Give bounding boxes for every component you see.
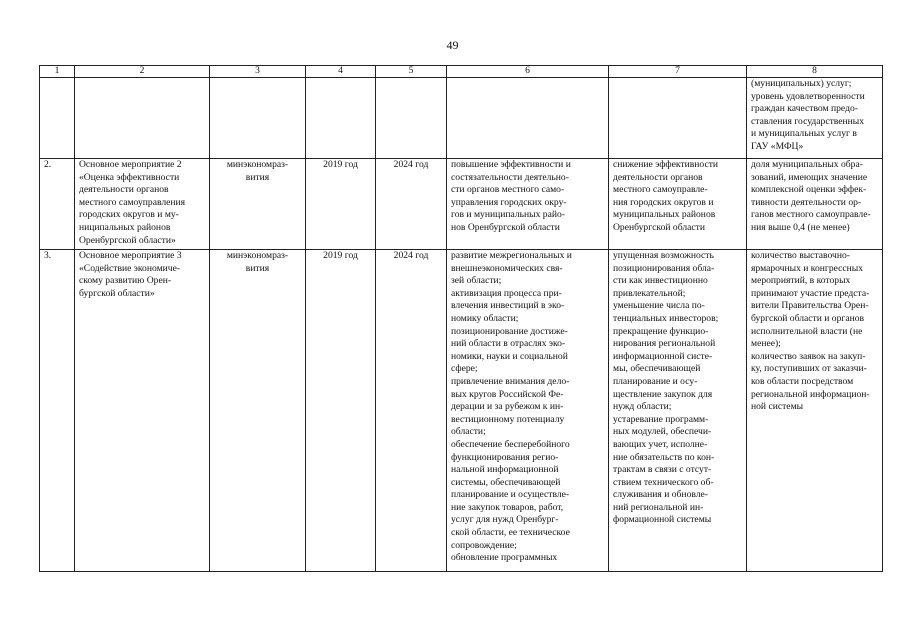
header-cell-5: 5	[376, 66, 447, 78]
header-cell-3: 3	[210, 66, 306, 78]
text-line: служивания и обновле-	[613, 489, 709, 501]
header-cell-8: 8	[747, 66, 883, 78]
text-line: мероприятий, в которых	[751, 275, 851, 287]
cont-cell-indicators	[747, 78, 883, 159]
text-line: скому развитию Орен-	[79, 275, 172, 287]
text-line: номику области;	[451, 312, 519, 324]
text-line: ярмарочных и конгрессных	[751, 262, 864, 274]
text-line: минэкономраз-	[226, 159, 289, 170]
text-line: трактам в связи с отсут-	[613, 464, 712, 476]
cont-cell-1	[40, 78, 75, 159]
table-row	[40, 250, 883, 572]
text-line: уровень удовлетворенности	[751, 90, 865, 102]
text-line: нирования региональной	[613, 338, 716, 350]
text-line: городских округов и му-	[79, 209, 179, 221]
text-line: количество выставочно-	[751, 250, 850, 261]
text-line: тивности деятельности ор-	[751, 196, 862, 208]
text-line: (муниципальных) услуг;	[751, 78, 852, 89]
text-line: граждан качеством предо-	[751, 103, 858, 115]
end-year: 2024 год	[376, 250, 447, 572]
text-line: Основное мероприятие 3	[79, 250, 182, 261]
text-line: номики, науки и социальной	[451, 350, 568, 362]
text-line: информационной систе-	[613, 350, 713, 362]
text-line: упущенная возможность	[613, 250, 714, 261]
text-line: вития	[245, 171, 270, 183]
end-year: 2024 год	[376, 159, 447, 250]
text-line: деятельности органов	[613, 171, 703, 183]
text-line: ний области в отраслях эко-	[451, 338, 566, 350]
text-line: системы, обеспечивающей	[451, 476, 561, 488]
text-line: принимают участие предста-	[751, 287, 870, 299]
measure-name	[75, 250, 210, 572]
text-line: влечения инвестиций в эко-	[451, 300, 565, 312]
text-line: ской области, ее техническое	[451, 527, 570, 539]
continuation-row	[40, 78, 883, 159]
row-number: 2.	[40, 159, 75, 250]
text-line: сти как инвестиционно	[613, 275, 708, 287]
text-line: ния городских округов и	[613, 196, 714, 208]
measure-name	[75, 159, 210, 250]
executor	[210, 250, 306, 572]
text-line: активизация процесса при-	[451, 287, 562, 299]
cont-cell-3	[210, 78, 306, 159]
header-cell-4: 4	[306, 66, 376, 78]
non-implementation-consequences	[609, 250, 747, 572]
text-line: региональной информацион-	[751, 388, 870, 400]
text-line: нужд области;	[613, 401, 672, 413]
table-row	[40, 159, 883, 250]
text-line: доля муниципальных обра-	[751, 159, 863, 170]
text-line: комплексной оценки эффек-	[751, 184, 867, 196]
text-line: тенциальных инвесторов;	[613, 312, 719, 324]
text-line: вестиционному потенциалу	[451, 413, 565, 425]
header-cell-2: 2	[75, 66, 210, 78]
text-line: управления городских окру-	[451, 196, 567, 208]
text-line: ниципальных районов	[79, 221, 171, 233]
text-line: привлечение внимания дело-	[451, 375, 570, 387]
text-line: позиционирование достиже-	[451, 325, 568, 337]
non-implementation-consequences	[609, 159, 747, 250]
text-line: ние закупок товаров, работ,	[451, 501, 564, 513]
text-line: планирование и осуществле-	[451, 489, 570, 501]
text-line: ной системы	[751, 401, 804, 413]
text-line: деятельности органов	[79, 184, 169, 196]
text-line: «Оценка эффективности	[79, 171, 180, 183]
header-cell-7: 7	[609, 66, 747, 78]
text-line: ставления государственных	[751, 115, 865, 127]
text-line: ков области посредством	[751, 375, 854, 387]
text-line: «Содействие экономиче-	[79, 262, 181, 274]
text-line: бургской области и органов	[751, 312, 865, 324]
page-number: 49	[446, 38, 459, 52]
text-line: привлекательной;	[613, 287, 686, 299]
text-line: прекращение функцио-	[613, 325, 709, 337]
text-line: уменьшение числа по-	[613, 300, 705, 312]
header-cell-1: 1	[40, 66, 75, 78]
text-line: сти органов местного само-	[451, 184, 565, 196]
text-line: области;	[451, 426, 486, 438]
expected-result	[447, 250, 609, 572]
cont-cell-4	[306, 78, 376, 159]
text-line: Оренбургской области»	[79, 234, 176, 246]
text-line: количество заявок на закуп-	[751, 350, 866, 362]
text-line: зей области;	[451, 275, 502, 287]
text-line: формационной системы	[613, 514, 712, 526]
text-line: позиционирования обла-	[613, 262, 715, 274]
text-line: зований, имеющих значение	[751, 171, 868, 183]
row-number: 3.	[40, 250, 75, 572]
expected-result	[447, 159, 609, 250]
text-line: Оренбургской области	[613, 221, 705, 233]
related-indicators	[747, 250, 883, 572]
related-indicators	[747, 159, 883, 250]
text-line: местного самоуправления	[79, 196, 186, 208]
text-line: устаревание программ-	[613, 413, 709, 425]
text-line: сопровождение;	[451, 539, 517, 551]
text-line: вающих учет, исполне-	[613, 438, 708, 450]
cont-cell-2	[75, 78, 210, 159]
text-line: гов и муниципальных райо-	[451, 209, 565, 221]
text-line: обеспечение бесперебойного	[451, 438, 570, 450]
text-line: ку, поступивших от заказчи-	[751, 363, 867, 375]
text-line: снижение эффективности	[613, 159, 719, 170]
text-line: бургской области»	[79, 287, 155, 299]
text-line: ганов местного самоуправле-	[751, 209, 871, 221]
text-line: обновление программных	[451, 552, 558, 564]
text-line: ние обязательств по кон-	[613, 451, 715, 463]
text-line: повышение эффективности и	[451, 159, 571, 170]
header-cell-6: 6	[447, 66, 609, 78]
text-line: муниципальных районов	[613, 209, 716, 221]
text-line: нов Оренбургской области	[451, 221, 560, 233]
text-line: нальной информационной	[451, 464, 559, 476]
text-line: вители Правительства Орен-	[751, 300, 869, 312]
text-line: и муниципальных услуг в	[751, 128, 857, 140]
text-line: развитие межрегиональных и	[451, 250, 572, 261]
header-row	[40, 66, 883, 78]
text-line: планирование и осу-	[613, 375, 698, 387]
cont-cell-6	[447, 78, 609, 159]
executor	[210, 159, 306, 250]
text-line: исполнительной власти (не	[751, 325, 863, 337]
text-line: мы, обеспечивающей	[613, 363, 701, 375]
text-line: ществление закупок для	[613, 388, 713, 400]
text-line: Основное мероприятие 2	[79, 159, 182, 170]
cont-cell-7	[609, 78, 747, 159]
start-year: 2019 год	[306, 159, 376, 250]
text-line: минэкономраз-	[226, 250, 289, 261]
text-line: сфере;	[451, 363, 478, 375]
text-line: ных модулей, обеспечи-	[613, 426, 712, 438]
text-line: ний региональной ин-	[613, 501, 704, 513]
text-line: ствием технического об-	[613, 476, 714, 488]
text-line: дерации и за рубежом к ин-	[451, 401, 564, 413]
text-line: вых кругов Российской Фе-	[451, 388, 564, 400]
text-line: ния выше 0,4 (не менее)	[751, 221, 850, 233]
text-line: вития	[245, 262, 270, 274]
measures-table	[39, 65, 883, 572]
text-line: менее);	[751, 338, 781, 350]
text-line: ГАУ «МФЦ»	[751, 140, 804, 152]
text-line: услуг для нужд Оренбург-	[451, 514, 559, 526]
cont-cell-5	[376, 78, 447, 159]
start-year: 2019 год	[306, 250, 376, 572]
text-line: функционирования регио-	[451, 451, 559, 463]
text-line: состязательности деятельно-	[451, 171, 569, 183]
text-line: внешнеэкономических свя-	[451, 262, 563, 274]
text-line: местного самоуправле-	[613, 184, 708, 196]
